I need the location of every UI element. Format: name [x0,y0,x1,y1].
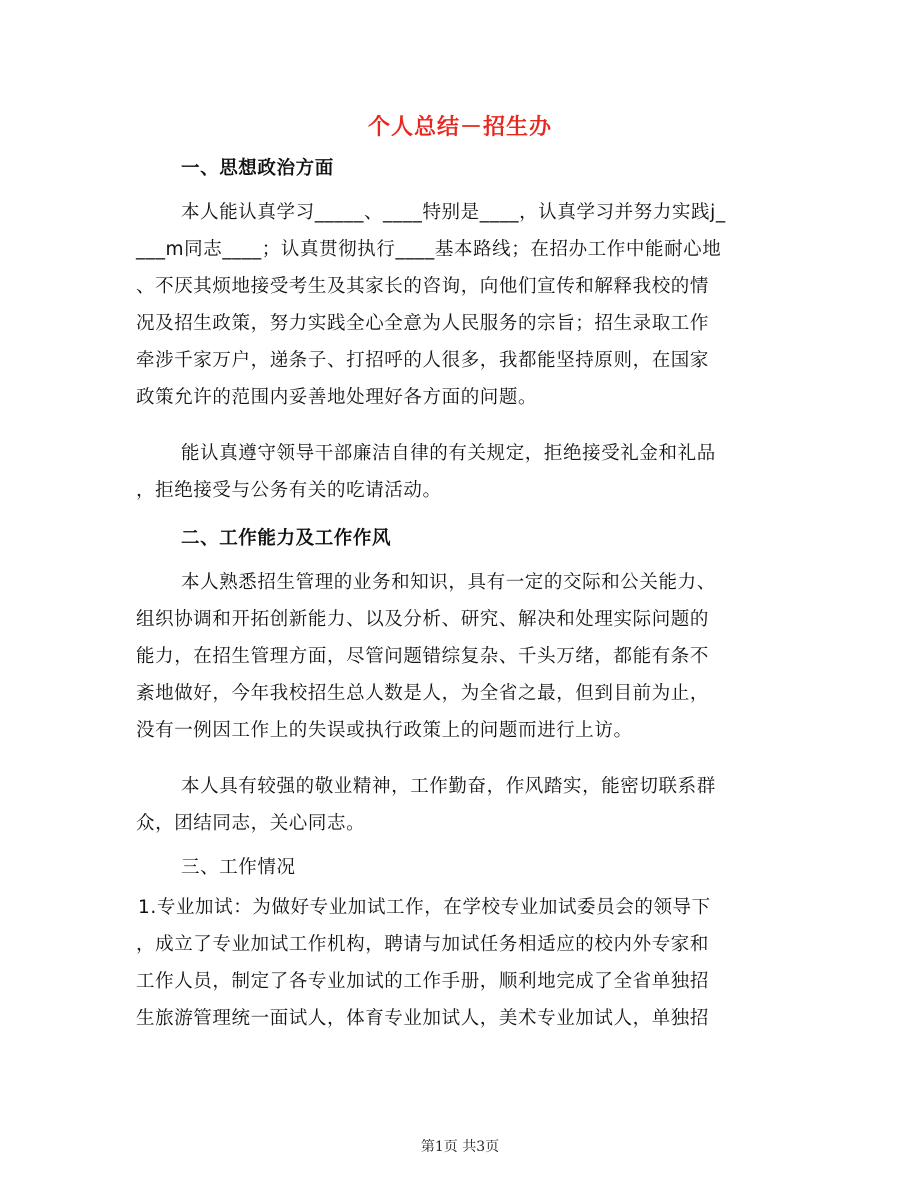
paragraph-line: 能认真遵守领导干部廉洁自律的有关规定，拒绝接受礼金和礼品 [181,443,716,464]
paragraph-line: 工作人员，制定了各专业加试的工作手册，顺利地完成了全省单独招 [136,971,710,992]
page-footer: 第1页 共3页 [420,1139,500,1155]
paragraph-line: 组织协调和开拓创新能力、以及分析、研究、解决和处理实际问题的 [136,609,710,630]
paragraph-line: 没有一例因工作上的失误或执行政策上的问题而进行上访。 [136,720,633,741]
paragraph-line: 众，团结同志，关心同志。 [136,813,366,834]
paragraph-line: 1.专业加试：为做好专业加试工作，在学校专业加试委员会的领导下 [138,897,711,918]
section-heading-2: 二、工作能力及工作作风 [181,528,392,549]
paragraph-line: 况及招生政策，努力实践全心全意为人民服务的宗旨；招生录取工作 [136,313,710,334]
section-heading-3: 三、工作情况 [181,857,296,878]
paragraph-line: 本人熟悉招生管理的业务和知识，具有一定的交际和公关能力、 [181,572,716,593]
paragraph-line: 牵涉千家万户，递条子、打招呼的人很多，我都能坚持原则，在国家 [136,350,710,371]
paragraph-line: 生旅游管理统一面试人，体育专业加试人，美术专业加试人，单独招 [136,1008,710,1029]
paragraph-line: 本人能认真学习_____、____特别是____，认真学习并努力实践j_ [181,202,726,223]
paragraph-line: ，成立了专业加试工作机构，聘请与加试任务相适应的校内外专家和 [136,934,710,955]
paragraph-line: 、不厌其烦地接受考生及其家长的咨询，向他们宣传和解释我校的情 [136,276,710,297]
paragraph-line: 紊地做好，今年我校招生总人数是人，为全省之最，但到目前为止， [136,683,710,704]
paragraph-line: 政策允许的范围内妥善地处理好各方面的问题。 [136,387,538,408]
paragraph-line: ___m同志____；认真贯彻执行____基本路线；在招办工作中能耐心地 [136,239,722,260]
paragraph-line: 能力，在招生管理方面，尽管问题错综复杂、千头万绪，都能有条不 [136,646,710,667]
paragraph-line: ，拒绝接受与公务有关的吃请活动。 [136,480,442,501]
paragraph-line: 本人具有较强的敬业精神，工作勤奋，作风踏实，能密切联系群 [181,776,716,797]
document-title: 个人总结－招生办 [367,115,552,140]
section-heading-1: 一、思想政治方面 [181,158,334,179]
